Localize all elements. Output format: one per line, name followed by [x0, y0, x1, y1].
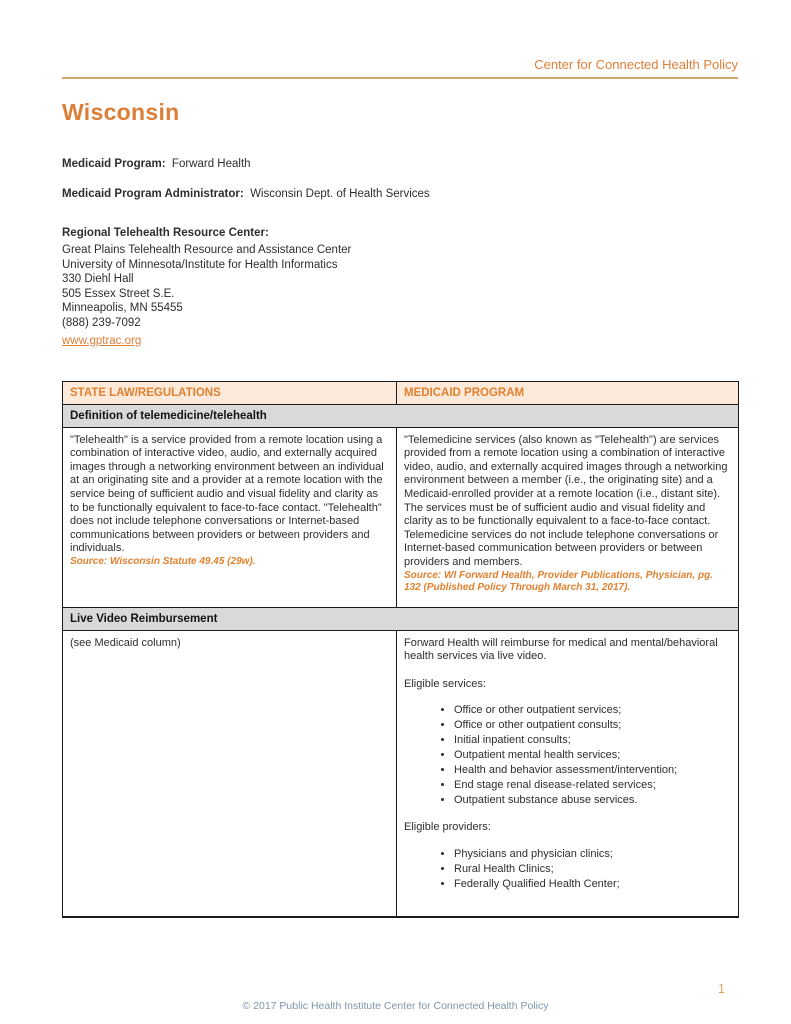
- page-title: Wisconsin: [62, 99, 180, 125]
- definition-section-row: [63, 404, 739, 427]
- list-item: 330 Diehl Hall: [62, 273, 134, 286]
- live-video-state-law-note: (see Medicaid column): [70, 636, 181, 649]
- definition-state-law-source: Source: Wisconsin Statute 49.45 (29w).: [70, 555, 256, 567]
- rtrc-address: [62, 243, 738, 331]
- footer-copyright: © 2017 Public Health Institute Center for Connected Health Policy: [242, 1000, 549, 1012]
- medicaid-program-value: Forward Health: [171, 158, 251, 170]
- column-header-state-law: STATE LAW/REGULATIONS: [63, 381, 397, 404]
- live-video-state-law-cell: [63, 630, 397, 917]
- table-header-row: [63, 381, 739, 404]
- list-item: Great Plains Telehealth Resource and Assistance Center: [62, 244, 352, 256]
- live-video-section-row: [63, 607, 739, 630]
- eligible-services-label: Eligible services:: [404, 677, 486, 690]
- medicaid-program-label: Medicaid Program:: [62, 158, 166, 170]
- live-video-intro: Forward Health will reimburse for medical and mental/behavioral health services via live video.: [404, 636, 718, 663]
- list-item: • Outpatient substance abuse services.: [454, 794, 730, 807]
- live-video-section-title: Live Video Reimbursement: [63, 607, 739, 630]
- eligible-services-list: [404, 704, 730, 807]
- eligible-providers-list: [404, 848, 730, 891]
- definition-state-law-text: "Telehealth" is a service provided from a remote location using a combination of interactive video, audio, and externally acquired images through a networking environment between an individual at an originating site and a provider at a remote location with the service being of sufficient audio and visual fidelity and clarity as to be functionally equivalent to face-to-face contact. "Telehealth" does not include telephone conversations or Internet-based communications between providers or between providers and individuals.: [70, 433, 384, 555]
- list-item: • Health and behavior assessment/intervention;: [454, 764, 730, 777]
- list-item: • End stage renal disease-related services;: [454, 779, 730, 792]
- definition-medicaid-text: "Telemedicine services (also known as "Telehealth") are services provided from a remote location using a combination of interactive video, audio, and externally acquired images through a networking environment between a member (i.e., the originating site) and a Medicaid-enrolled provider at a remote location (i.e., distant site). The services must be of sufficient audio and visual fidelity and clarity as to be functionally equivalent to a face-to-face contact. Telemedicine services do not include telephone conversations or Internet-based communication between providers or between providers and members.: [404, 433, 728, 568]
- list-item: Minneapolis, MN 55455: [62, 302, 183, 315]
- list-item: • Federally Qualified Health Center;: [454, 878, 730, 891]
- definition-medicaid-source: Source: WI Forward Health, Provider Publications, Physician, pg. 132 (Published Policy Through March 31, 2017).: [404, 569, 713, 594]
- list-item: • Physicians and physician clinics;: [454, 848, 730, 861]
- eligible-providers-label: Eligible providers:: [404, 821, 491, 834]
- definition-medicaid-cell: [397, 427, 739, 607]
- column-header-medicaid-program: MEDICAID PROGRAM: [397, 381, 739, 404]
- live-video-medicaid-cell: [397, 630, 739, 917]
- page-number: 1: [718, 982, 725, 996]
- administrator-label: Medicaid Program Administrator:: [62, 188, 244, 200]
- list-item: • Office or other outpatient services;: [454, 704, 730, 717]
- list-item: • Outpatient mental health services;: [454, 749, 730, 762]
- header-brand: Center for Connected Health Policy: [62, 57, 738, 79]
- list-item: • Office or other outpatient consults;: [454, 719, 730, 732]
- list-item: • Rural Health Clinics;: [454, 863, 730, 876]
- rtrc-website-link[interactable]: www.gptrac.org: [62, 334, 142, 347]
- medicaid-program-line: [62, 157, 738, 171]
- definition-section-title: Definition of telemedicine/telehealth: [63, 404, 739, 427]
- list-item: 505 Essex Street S.E.: [62, 287, 175, 300]
- definition-body-row: [63, 427, 739, 607]
- administrator-line: [62, 187, 738, 201]
- live-video-body-row: [63, 630, 739, 917]
- rtrc-heading: Regional Telehealth Resource Center:: [62, 227, 269, 239]
- list-item: University of Minnesota/Institute for Health Informatics: [62, 258, 338, 271]
- administrator-value: Wisconsin Dept. of Health Services: [250, 188, 430, 200]
- list-item: • Initial inpatient consults;: [454, 734, 730, 747]
- policy-table: [62, 381, 739, 919]
- definition-state-law-cell: [63, 427, 397, 607]
- list-item: (888) 239-7092: [62, 316, 141, 329]
